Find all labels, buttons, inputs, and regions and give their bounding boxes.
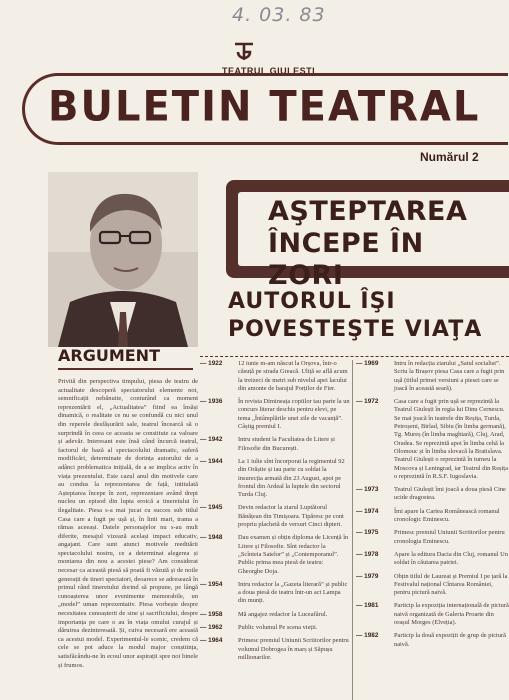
timeline-text: Dau examen și obțin diploma de Licență în Litere și Filosofie. Sînt redactor la „Scînteia Satelor” și „Contemporanul”. Public prima mea piesă de teatru: Gheorghe Doja. [238, 534, 349, 575]
argument-text: Privită din perspectiva timpului, piesa de teatru de actualitate descoperă spectatorului elemente noi, semnificații nebănuite, conturând ca moment reprezentării el, „Actualitatea” fiind ea însăși dinamică, o realitate ce nu se confundă cu nici unul din reperele desfășurării sale, teatrul încearcă să o surprindă în ceea ce aceasta se constituie ca valoare și adevăr. Interesant este însă când încurcă teatrul, factorul de bază al spectacolului dramatic, suferă modificări, determinate de dorința autorului de a adânci problematica inițială, de a se implica activ în viața prezentului. Este cazul anul din motivele care au condus la reprezentarea de față, intitulată Așteptarea începe în zori, reprezentare având drept nucleu un episod din lupta eroică a tineretului în ilegalitate. Piesa s-a mai jucat cu succes sub titlul Casa care a fugit pe ușă și, în linii mari, trama a rămas aceeași. Datele personajelor nu s-au mult diferite, mesajul vizează același impact educativ, angajant. Care sunt atunci motivele reeditării spectacolului nostru, ce a determinat alegerea și montarea din nou a acestei piese? Am considerat necesar ca această piesă să poată fi văzută și de noile generații de tineri spectatori, deoarece se adresează în primul rând tineretului dorind să propune, pe lângă cunoașterea unor evenimente memorabile, un „model” uman reprezentativ. Piesa vorbește despre necesitatea cunoașterii de sine și sacrificiului, despre importanța pe care o au în viața omului curajul și dăruirea dezinteresată. Și, cuiva necesară ere această ca acestui model. Experimentul-le scenic, credem că cele se pot aduce la modul major conștiința, satisfăcându-ne în ecoul unor aspirații spre noi binele și frumos. [58, 378, 198, 669]
timeline-entry [356, 508, 509, 525]
timeline-year: — 1962 [200, 624, 223, 632]
timeline-entry [356, 360, 509, 393]
timeline-column-right [356, 360, 509, 700]
timeline-text: Casa care a fugit prin ușă se reprezintă la Teatrul Giulești în regia lui Dinu Cernescu. Se mai joacă în teatrele din Reșița, Turda, Petroșeni, Birlad, Sibiu (în limba germană), Tg. Mureș (în limba maghiară), Cluj, Arad, Oradea. Se reprezintă apoi în limba cehă la Olomouc și în limba slovacă la Bratislava. Teatrul Giulești o reprezintă în turneu la Moscova și Leningrad, iar Teatrul din Reșița o reprezintă în R.S.F. Iugoslavia. [394, 398, 508, 480]
play-headline: AŞTEPTAREA ÎNCEPE ÎN ZORI [268, 196, 468, 291]
timeline-year: — 1974 [356, 507, 379, 515]
author-portrait [48, 172, 198, 347]
timeline-text: Intru redactor la „Gazeta literară” și public a doua piesă de teatru într-un act Lampa din munți. [238, 580, 348, 605]
timeline-entry [200, 534, 350, 575]
timeline-text: Public volumul Pe scena vieții. [238, 624, 318, 632]
timeline-text: Apare la editura Dacia din Cluj, romanul Un soldat în căutarea patriei. [394, 550, 508, 567]
timeline-year: — 1981 [356, 602, 379, 610]
timeline-entry [356, 602, 509, 627]
timeline-year: — 1958 [200, 610, 223, 618]
timeline-year: — 1948 [200, 534, 223, 542]
timeline-entry [200, 360, 350, 393]
timeline-text: La 1 iulie sînt încorporat la regimentul 92 din Orăștie și iau parte cu soldat la insurecția armată din 23 August, apoi pe frontul din Ardeal la luptele din sectorul Turda Cluj. [238, 457, 345, 499]
timeline-entry [356, 398, 509, 481]
timeline-text: Mă angajez redactor la Luceafărul. [238, 610, 328, 618]
timeline-entry [200, 504, 350, 529]
timeline-entry [356, 573, 509, 598]
timeline-text: Îmi apare la Cartea Românească romanul cronologic Eminescu. [394, 507, 500, 524]
timeline-entry [200, 637, 350, 662]
section-heading: AUTORUL ÎŞI POVESTEŞTE VIAŢA [228, 289, 483, 342]
timeline-year: — 1922 [200, 360, 223, 367]
timeline-text: Particip la expoziția internațională de pictură naivă organizată de Galeria Proarte din orașul Morges (Elveția). [394, 602, 509, 627]
timeline-year: — 1979 [356, 572, 379, 580]
timeline-year: — 1954 [200, 580, 223, 588]
timeline-entry [200, 398, 350, 431]
timeline-entry [200, 581, 350, 606]
timeline-entry [356, 551, 509, 568]
argument-rule [58, 368, 193, 370]
timeline-year: — 1944 [200, 457, 223, 465]
timeline-year: — 1978 [356, 550, 379, 558]
timeline-text: Intru în redacția ziarului „Satul socialist”. Scriu la Brașov piesa Casa care a fugit prin ușă (titlul primei versiuni a piesei care se joacă în această seară). [394, 360, 505, 392]
timeline-year: — 1936 [200, 398, 223, 406]
timeline-text: Intru student la Facultatea de Litere și Filosofie din București. [238, 436, 335, 452]
timeline-entry [200, 611, 350, 619]
timeline-text: Teatrul Giulești îmi joacă a doua piesă Cine ucide dragostea. [394, 486, 506, 502]
timeline-text: 12 iunie m-am născut la Orșova, într-o căsuță pe strada Greacă. Uliță se află acum la treizeci de metri sub nivelul apei lacului din amonte de barajul Porților de Fier. [238, 360, 348, 392]
timeline-top-rule [200, 356, 509, 357]
argument-title: ARGUMENT [58, 346, 160, 365]
timeline-text: Primesc premiul Uniunii Scriitorilor pentru volumul Dobrogea în marș și Săpușu millionarilor. [238, 637, 349, 661]
timeline-entry [200, 436, 350, 453]
timeline-text: Primesc premiul Uniunii Scriitorilor pentru cronologia Eminescu. [394, 529, 505, 545]
timeline-year: — 1972 [356, 398, 379, 406]
timeline-year: — 1982 [356, 632, 379, 640]
column-divider [352, 360, 353, 700]
handwritten-date: 4. 03. 83 [232, 4, 326, 26]
theatre-logo-icon [232, 40, 256, 66]
timeline-year: — 1942 [200, 436, 223, 444]
timeline-year: — 1975 [356, 529, 379, 537]
issue-number: Numărul 2 [420, 150, 479, 164]
timeline-entry [200, 458, 350, 499]
timeline-column-left [200, 360, 350, 700]
timeline-text: Obțin titlul de Laureat și Premiul I pe țară la Festivalul național Cîntarea României, pentru pictură naivă. [394, 572, 508, 597]
timeline-entry [356, 632, 509, 649]
timeline-year: — 1973 [356, 486, 379, 494]
timeline-entry [200, 624, 350, 632]
timeline-year: — 1969 [356, 360, 379, 367]
theatre-name: TEATRUL GIULEŞTI [222, 66, 316, 76]
timeline-year: — 1964 [200, 637, 223, 645]
timeline-year: — 1945 [200, 504, 223, 512]
timeline-entry [356, 486, 509, 503]
timeline-text: În revista Dimineața copiilor tau parte la un concurs literar deschis pentru elevi, pe tema „Întâmplările unei zile de vacanță”. Câștig premiul I. [238, 398, 350, 431]
bulletin-title: BULETIN TEATRAL [48, 82, 481, 132]
timeline-text: Particip la două expoziții de grup de pictură naivă. [394, 632, 506, 648]
timeline-entry [356, 529, 509, 546]
timeline-text: Devin redactor la ziarul Luptătorul Bănățean din Timișoara. Tipăresc pe cont propriu plachetă de versuri Cinci dipteri. [238, 504, 344, 529]
